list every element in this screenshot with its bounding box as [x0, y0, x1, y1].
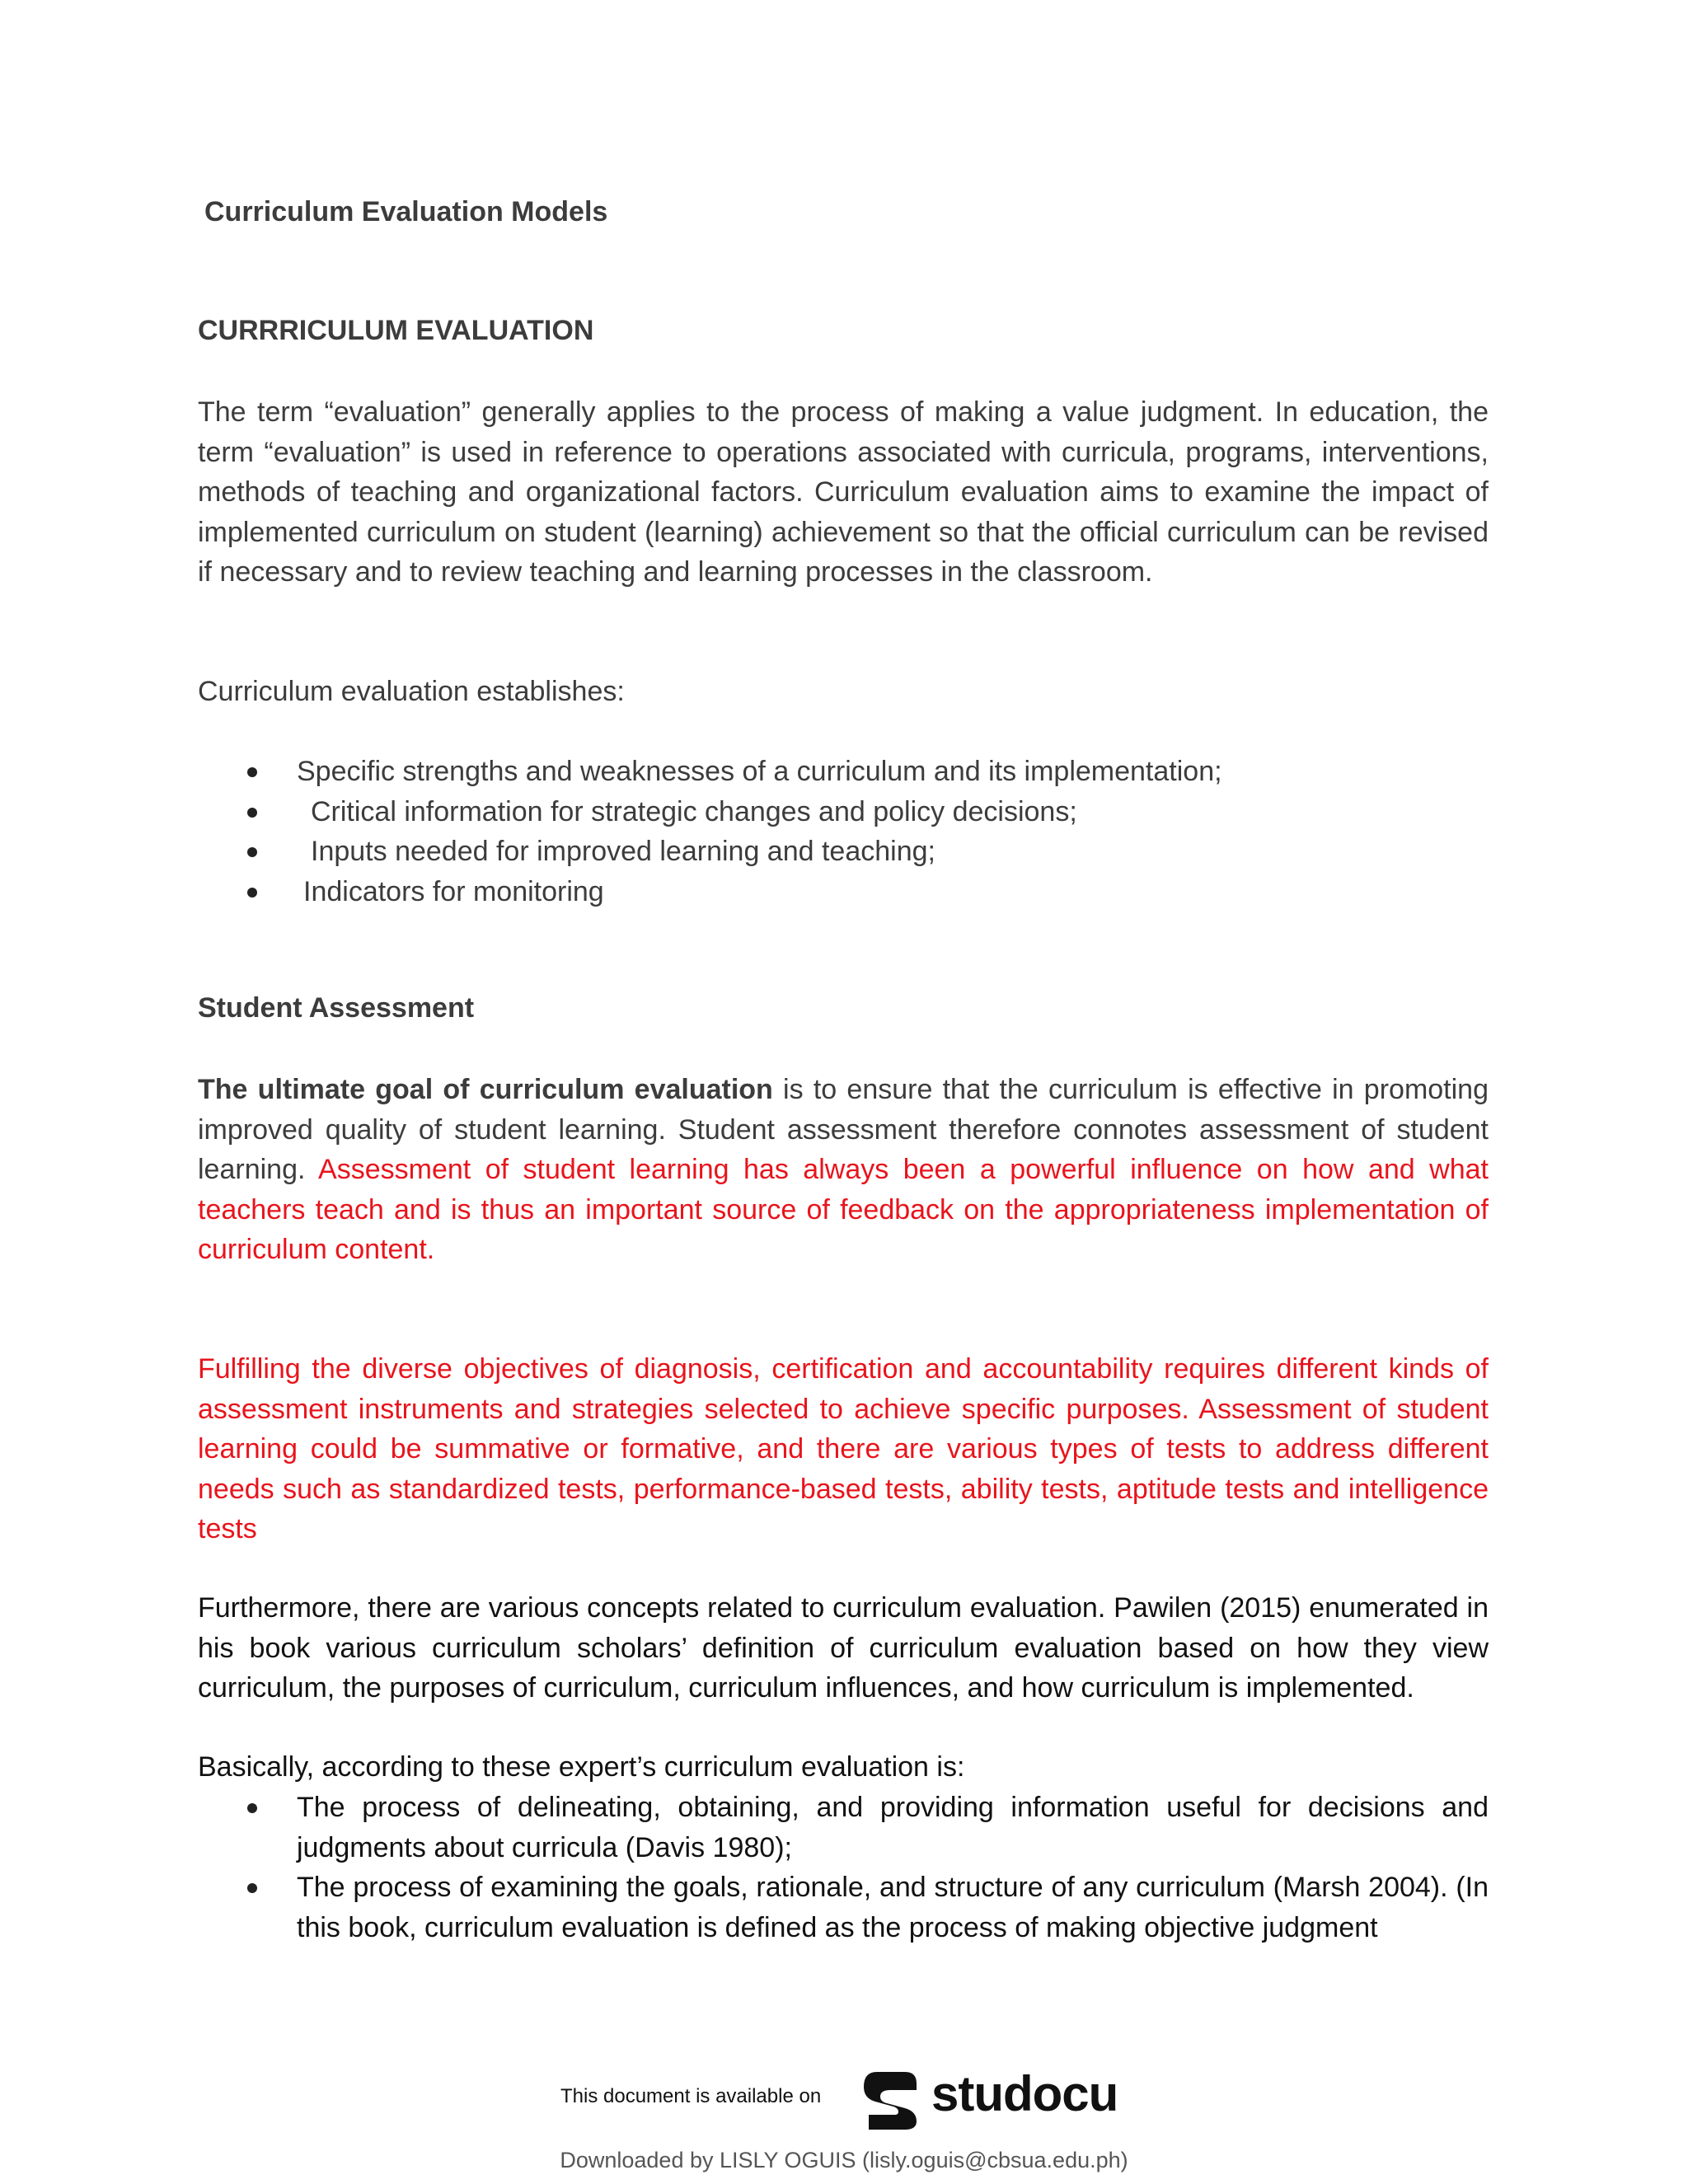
paragraph-concepts: Furthermore, there are various concepts related to curriculum evaluation. Pawilen (2015) enumerated in his book various curriculum scholars’ definition of curriculum evaluation based on how they view curriculum, the purposes of curriculum, curriculum influences, and how curriculum is implemented.	[198, 1592, 1489, 1704]
bullet-dot	[247, 808, 257, 818]
bullet-dot	[247, 888, 257, 898]
downloaded-by-text: Downloaded by LISLY OGUIS (lisly.oguis@cbsua.edu.ph)	[560, 2148, 1128, 2172]
bullet-dot	[247, 847, 257, 857]
list-item: Indicators for monitoring	[198, 872, 1489, 912]
section-heading-student-assessment: Student Assessment	[198, 992, 475, 1024]
list-item: Inputs needed for improved learning and teaching;	[198, 832, 1489, 872]
bullet-dot	[247, 767, 257, 777]
bullet-list-definitions	[198, 1788, 1489, 1947]
paragraph-diverse-objectives: Fulfilling the diverse objectives of diagnosis, certification and accountability requires different kinds of assessment instruments and strategies selected to achieve specific purposes. Assessment of student learning could be summative or formative, and there are various types of tests to address different needs such as standardized tests, performance-based tests, ability tests, aptitude tests and intelligence tests	[198, 1353, 1489, 1545]
available-on-text: This document is available on	[560, 2085, 822, 2107]
list-item: The process of delineating, obtaining, and providing information useful for decisions and judgments about curricula (Davis 1980);	[198, 1788, 1489, 1868]
section-heading-curriculum-evaluation: CURRRICULUM EVALUATION	[198, 315, 594, 346]
studocu-brand[interactable]: studocu	[931, 2066, 1118, 2121]
paragraph-establishes: Curriculum evaluation establishes:	[198, 676, 625, 707]
list-item: Specific strengths and weaknesses of a curriculum and its implementation;	[198, 752, 1489, 792]
paragraph-basically: Basically, according to these expert’s curriculum evaluation is:	[198, 1751, 965, 1783]
bullet-dot	[247, 1803, 257, 1813]
studocu-logo-icon[interactable]	[857, 2065, 923, 2131]
highlighted-text: Assessment of student learning has always been a powerful influence on how and what teachers teach and is thus an important source of feedback on the appropriateness implementation of curriculum content.	[198, 1154, 1489, 1266]
footer	[0, 2052, 1688, 2184]
bold-phrase: The ultimate goal of curriculum evaluation	[198, 1074, 773, 1105]
list-item: The process of examining the goals, rationale, and structure of any curriculum (Marsh 2004). (In this book, curriculum evaluation is defined as the process of making objective judgment	[198, 1868, 1489, 1947]
bullet-list-establishes	[198, 752, 1489, 912]
list-item: Critical information for strategic changes and policy decisions;	[198, 792, 1489, 832]
document-title: Curriculum Evaluation Models	[204, 196, 608, 227]
paragraph-ultimate-goal: The ultimate goal of curriculum evaluation is to ensure that the curriculum is effective in promoting improved quality of student learning. Student assessment therefore connotes assessment of student learning. Assessment of student learning has always been a powerful influence on how and what teachers teach and is thus an important source of feedback on the appropriateness implementation of curriculum content.	[198, 1074, 1489, 1266]
bullet-dot	[247, 1883, 257, 1893]
paragraph-evaluation-definition: The term “evaluation” generally applies to the process of making a value judgment. In education, the term “evaluation” is used in reference to operations associated with curricula, programs, interventions, methods of teaching and organizational factors. Curriculum evaluation aims to examine the impact of implemented curriculum on student (learning) achievement so that the official curriculum can be revised if necessary and to review teaching and learning processes in the classroom.	[198, 396, 1489, 588]
